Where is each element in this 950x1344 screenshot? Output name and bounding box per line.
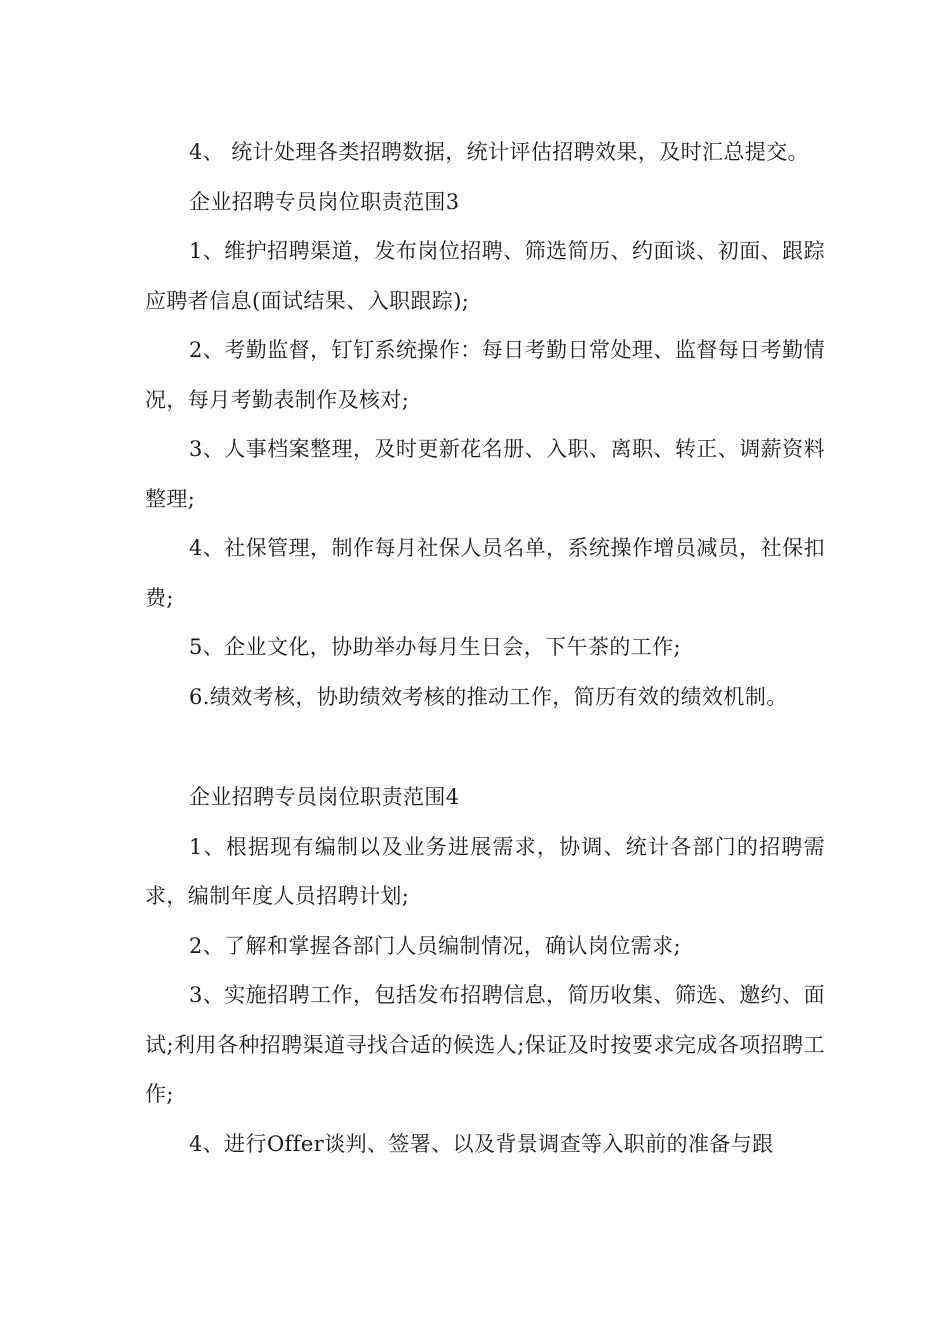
section-heading-3: 企业招聘专员岗位职责范围3	[189, 189, 460, 214]
document-page	[145, 128, 825, 1169]
paragraph-culture: 5、企业文化，协助举办每月生日会，下午茶的工作;	[189, 635, 682, 659]
paragraph-offer: 4、进行Offer谈判、签署、以及背景调查等入职前的准备与跟	[189, 1131, 774, 1156]
paragraph-hr-files: 3、人事档案整理，及时更新花名册、入职、离职、转正、调薪资料整理;	[145, 437, 825, 511]
paragraph-hiring-plan: 1、根据现有编制以及业务进展需求，协调、统计各部门的招聘需求，编制年度人员招聘计划;	[145, 834, 825, 908]
section-heading-4: 企业招聘专员岗位职责范围4	[189, 785, 460, 809]
paragraph-attendance: 2、考勤监督，钉钉系统操作：每日考勤日常处理、监督每日考勤情况，每月考勤表制作及核对;	[145, 338, 825, 412]
paragraph-performance: 6.绩效考核，协助绩效考核的推动工作，简历有效的绩效机制。	[189, 684, 788, 709]
paragraph-headcount: 2、了解和掌握各部门人员编制情况，确认岗位需求;	[189, 933, 682, 958]
paragraph-item-4-stats: 4、 统计处理各类招聘数据，统计评估招聘效果，及时汇总提交。	[189, 140, 810, 164]
paragraph-recruit-channels: 1、维护招聘渠道，发布岗位招聘、筛选简历、约面谈、初面、跟踪应聘者信息(面试结果、入职跟踪);	[145, 239, 825, 313]
paragraph-social-insurance: 4、社保管理，制作每月社保人员名单，系统操作增员减员，社保扣费;	[145, 536, 825, 610]
paragraph-implement-recruiting: 3、实施招聘工作，包括发布招聘信息，简历收集、筛选、邀约、面试;利用各种招聘渠道寻找合适的候选人;保证及时按要求完成各项招聘工作;	[145, 983, 825, 1106]
section-spacer	[145, 722, 825, 773]
